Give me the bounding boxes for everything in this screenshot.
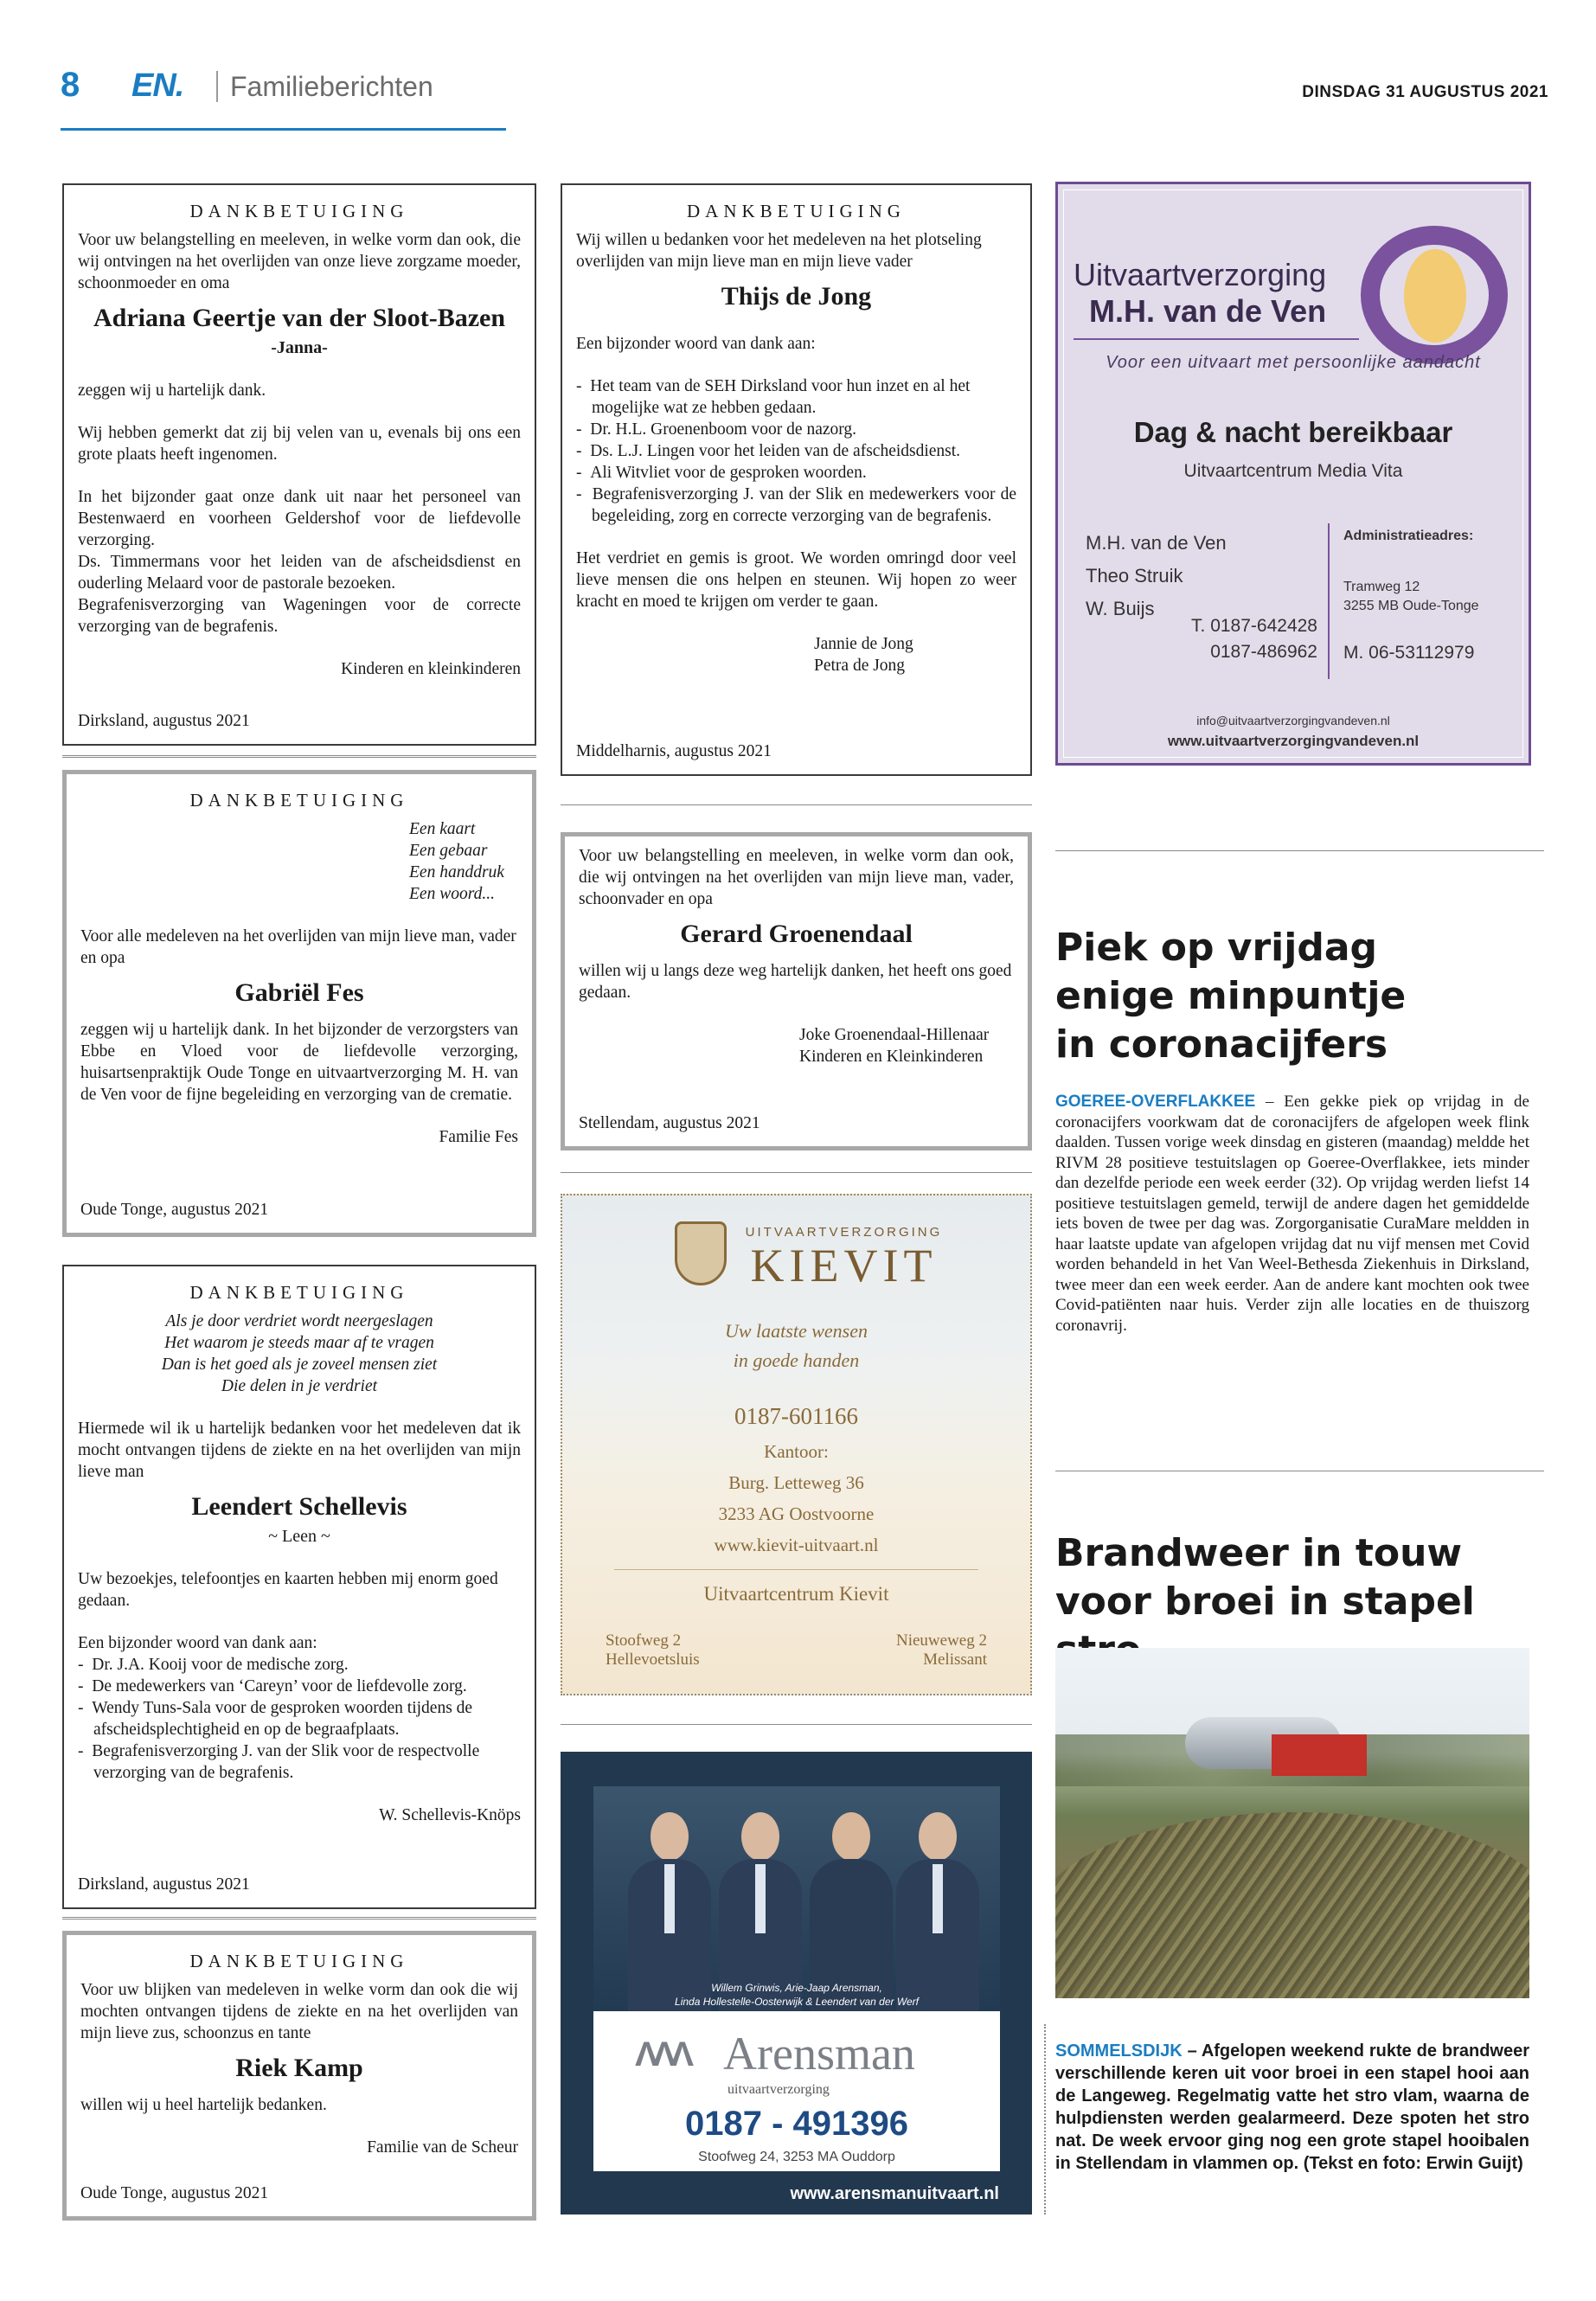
notice-poem <box>78 1311 521 1397</box>
phone-numbers <box>1144 613 1317 665</box>
article-dateline: GOEREE-OVERFLAKKEE <box>1055 1093 1256 1111</box>
kievit-centre: Uitvaartcentrum Kievit <box>703 1583 889 1605</box>
list-item: - De medewerkers van ‘Careyn’ voor de liefdevolle zorg. <box>78 1676 521 1697</box>
deceased-name: Gabriël Fes <box>234 978 364 1007</box>
phone: 0187-486962 <box>1210 642 1317 662</box>
poem-line: Een kaart <box>409 820 476 838</box>
deceased-nickname: -Janna- <box>271 338 328 357</box>
signature-line: Petra de Jong <box>814 657 906 675</box>
thanks-list <box>576 375 1016 527</box>
notice-text: Wij hebben gemerkt dat zij bij velen van u, evenals bij ons een grote plaats heeft ingenomen. <box>78 424 521 464</box>
headline-line: in coronacijfers <box>1055 1022 1388 1067</box>
notice-text: Begrafenisverzorging van Wageningen voor de correcte verzorging van de begrafenis. <box>78 596 521 636</box>
notice-intro: Voor uw blijken van medeleven in welke vorm dan ook die wij mochten ontvangen tijdens de ziekte en na het overlijden van mijn lieve zus, schoonzus en tante <box>80 1981 518 2042</box>
team-photo <box>593 1786 1000 2011</box>
staff-list <box>1086 527 1227 625</box>
list-item: - Ali Witvliet voor de gesproken woorden. <box>576 462 1016 484</box>
notice-heading: DANKBETUIGING <box>189 1951 409 1971</box>
hay-pile <box>1055 1812 1529 1998</box>
notice-lead: Een bijzonder woord van dank aan: <box>78 1634 317 1652</box>
notice-van-der-sloot <box>62 183 536 746</box>
kievit-name: KIEVIT <box>750 1240 938 1292</box>
list-item: - Dr. J.A. Kooij voor de medische zorg. <box>78 1654 521 1676</box>
notice-text: Het verdriet en gemis is groot. We worden omringd door veel lieve mensen die ons helpen en steunen. Wij hopen zo weer kracht en moed te krijgen om verder te gaan. <box>576 549 1016 611</box>
notice-place-date: Stellendam, augustus 2021 <box>579 1114 760 1132</box>
divider <box>614 1569 978 1570</box>
staff-name: M.H. van de Ven <box>1086 532 1227 554</box>
admin-city: 3255 MB Oude-Tonge <box>1343 599 1479 613</box>
poem-line: Dan is het goed als je zoveel mensen ziet <box>161 1356 438 1374</box>
headline-line: Brandweer in touw <box>1055 1531 1463 1575</box>
company-tagline: Voor een uitvaart met persoonlijke aandacht <box>1106 353 1481 372</box>
caption-line: Linda Hollestelle-Oosterwijk & Leendert van der Werf <box>675 1996 919 2008</box>
signature-line: Joke Groenendaal-Hillenaar <box>799 1026 990 1044</box>
thanks-list <box>78 1654 521 1784</box>
poem-line: Een handdruk <box>409 863 504 881</box>
notice-heading: DANKBETUIGING <box>189 201 409 221</box>
section-title: Familieberichten <box>216 71 433 102</box>
kievit-phone: 0187-601166 <box>734 1403 858 1429</box>
company-website: www.uitvaartverzorgingvandeven.nl <box>1167 733 1420 749</box>
notice-heading: DANKBETUIGING <box>189 790 409 811</box>
list-item: - Het team van de SEH Dirksland voor hun inzet en al het mogelijke wat ze hebben gedaan. <box>576 375 1016 419</box>
article-headline <box>1055 924 1540 1069</box>
phone: T. 0187-642428 <box>1191 616 1317 636</box>
company-email: info@uitvaartverzorgingvandeven.nl <box>1196 714 1390 727</box>
deceased-name: Gerard Groenendaal <box>680 920 913 948</box>
notice-place-date: Dirksland, augustus 2021 <box>78 712 250 730</box>
notice-signature: Familie Fes <box>439 1128 518 1146</box>
page-header <box>61 61 1548 112</box>
poem-line: Het waarom je steeds maar af te vragen <box>164 1334 434 1352</box>
notice-text: In het bijzonder gaat onze dank uit naar het personeel van Bestenwaerd en voorheen Geldershof voor de liefdevolle verzorging. <box>78 488 521 549</box>
separator <box>561 1172 1032 1173</box>
list-item: - Wendy Tuns-Sala voor de gesproken woorden tijdens de afscheidsplechtigheid en op de begraafplaats. <box>78 1697 521 1740</box>
arensman-sub: uitvaartverzorging <box>727 2082 830 2097</box>
article-dateline: SOMMELSDIJK <box>1055 2041 1183 2061</box>
list-item: - Begrafenisverzorging J. van der Slik en medewerkers voor de begeleiding, zorg en correcte verzorging van de begrafenis. <box>576 484 1016 527</box>
article-photo <box>1055 1648 1529 1998</box>
kievit-website: www.kievit-uitvaart.nl <box>714 1535 879 1555</box>
signature-line: Jannie de Jong <box>814 635 913 653</box>
arensman-name: Arensman <box>723 2028 915 2080</box>
article-body <box>1055 2040 1529 2175</box>
arensman-website: www.arensmanuitvaart.nl <box>790 2184 999 2203</box>
location-city: Melissant <box>923 1650 987 1669</box>
notice-signature: Kinderen en kleinkinderen <box>341 660 521 678</box>
notice-text: willen wij u heel hartelijk bedanken. <box>80 2096 327 2114</box>
deceased-nickname: ~ Leen ~ <box>268 1527 330 1546</box>
slogan-line: Uw laatste wensen <box>725 1320 868 1342</box>
headline-line: voor broei in stapel <box>1055 1580 1475 1624</box>
poem-line: Als je door verdriet wordt neergeslagen <box>165 1312 433 1330</box>
deceased-name: Leendert Schellevis <box>191 1492 407 1521</box>
notice-text: Ds. Timmermans voor het leiden van de afscheidsdienst en ouderling Melaard voor de pastorale bezoeken. <box>78 553 521 593</box>
article-text: – Een gekke piek op vrijdag in de coronacijfers voorkwam dat de coronacijfers de afgelopen week flink daalden. Tussen vorige week dinsdag en gisteren (maandag) meldde het RIVM 28 positieve testuitslagen op Goeree-Overflakkee, iets minder dan dezelfde periode een week eerder (32). Op vrijdag werden liefst 14 positieve testuitslagen gemeld, terwijl de andere dagen het gemiddelde iets boven de twee per dag was. Zorgorganisatie CuraMare meldden in haar laatste update van afgelopen vrijdag dat nu vijf mensen met Covid worden behandeld in het Van Weel-Bethesda Ziekenhuis in Dirksland, twee meer dan een week eerder. Aan de andere kant mochten ook twee Covid-patiënten naar huis. Verder zijn alle locaties en de thuiszorg coronavrij. <box>1055 1093 1529 1335</box>
staff-name: W. Buijs <box>1086 598 1155 619</box>
notice-de-jong <box>561 183 1032 776</box>
issue-date: DINSDAG 31 AUGUSTUS 2021 <box>1302 83 1548 101</box>
notice-schellevis <box>62 1265 536 1909</box>
notice-intro: Voor uw belangstelling en meeleven, in welke vorm dan ook, die wij ontvingen na het overlijden van mijn lieve man, vader, schoonvader en opa <box>579 847 1014 908</box>
slogan-line: in goede handen <box>733 1349 860 1371</box>
notice-text: Uw bezoekjes, telefoontjes en kaarten hebben mij enorm goed gedaan. <box>78 1570 498 1610</box>
deceased-name: Adriana Geertje van der Sloot-Bazen <box>93 304 506 332</box>
headline-line: enige minpuntje <box>1055 974 1407 1018</box>
notice-place-date: Dirksland, augustus 2021 <box>78 1875 250 1894</box>
header-rule <box>61 128 506 131</box>
admin-address <box>1343 578 1479 616</box>
arensman-panel <box>593 2011 1000 2171</box>
admin-label: Administratieadres: <box>1343 529 1474 543</box>
fire-truck <box>1272 1734 1367 1776</box>
notice-heading: DANKBETUIGING <box>189 1282 409 1303</box>
notice-text: zeggen wij u hartelijk dank. <box>78 381 266 400</box>
page-number: 8 <box>61 66 80 104</box>
arensman-phone: 0187 - 491396 <box>684 2105 908 2143</box>
location-street: Nieuweweg 2 <box>896 1631 987 1650</box>
newspaper-logo: EN. <box>131 67 184 104</box>
kievit-office <box>562 1436 1030 1561</box>
notice-place-date: Oude Tonge, augustus 2021 <box>80 1201 269 1219</box>
notice-signature: W. Schellevis-Knöps <box>379 1806 521 1824</box>
notice-place-date: Middelharnis, augustus 2021 <box>576 742 772 760</box>
notice-intro: Hiermede wil ik u hartelijk bedanken voor het medeleven dat ik mocht ontvangen tijdens de ziekte en na het overlijden van mijn lieve man <box>78 1420 521 1481</box>
notice-intro: Wij willen u bedanken voor het medeleven na het plotseling overlijden van mijn lieve man en mijn lieve vader <box>576 231 982 271</box>
column-divider <box>1044 2024 1046 2214</box>
arensman-advertisement <box>561 1752 1032 2214</box>
office-label: Kantoor: <box>764 1441 829 1462</box>
list-item: - Dr. H.L. Groenenboom voor de nazorg. <box>576 419 1016 440</box>
poem-line: Die delen in je verdriet <box>221 1377 378 1395</box>
notice-signature <box>814 633 1016 676</box>
notice-text: willen wij u langs deze weg hartelijk danken, het heeft ons goed gedaan. <box>579 962 1012 1002</box>
notice-poem <box>409 818 518 905</box>
separator <box>561 804 1032 805</box>
mobile-phone: M. 06-53112979 <box>1343 643 1475 663</box>
notice-signature: Familie van de Scheur <box>367 2138 518 2157</box>
notice-lead: Een bijzonder woord van dank aan: <box>576 335 816 353</box>
notice-groenendaal <box>561 832 1032 1150</box>
logo-egg-icon <box>1404 249 1466 343</box>
funeral-centre: Uitvaartcentrum Media Vita <box>1183 461 1403 481</box>
notice-fes <box>62 770 536 1237</box>
signature-line: Kinderen en Kleinkinderen <box>799 1048 984 1066</box>
separator <box>1055 850 1544 851</box>
admin-street: Tramweg 12 <box>1343 580 1420 594</box>
location-street: Stoofweg 2 <box>606 1631 682 1650</box>
location-melissant <box>896 1631 987 1670</box>
notice-heading: DANKBETUIGING <box>687 201 906 221</box>
office-city: 3233 AG Oostvoorne <box>718 1503 875 1524</box>
article-text: – Afgelopen weekend rukte de brandweer verschillende keren uit voor broei in een stapel hooi aan de Langeweg. Regelmatig vatte het stro vlam, waarna de hulpdiensten werden gealarmeerd. Deze spoten het stro nat. De week ervoor ging nog een grote stapel hooibalen in Stellendam in vlammen op. (Tekst en foto: Erwin Guijt) <box>1055 2041 1529 2173</box>
notice-place-date: Oude Tonge, augustus 2021 <box>80 2184 269 2202</box>
company-title: Uitvaartverzorging <box>1074 257 1327 292</box>
kievit-slogan <box>562 1317 1030 1375</box>
poem-line: Een woord... <box>409 885 495 903</box>
location-hellevoetsluis <box>606 1631 700 1670</box>
list-item: - Begrafenisverzorging J. van der Slik voor de respectvolle verzorging van de begrafenis. <box>78 1740 521 1784</box>
staff-name: Theo Struik <box>1086 565 1183 586</box>
notice-intro: Voor uw belangstelling en meeleven, in welke vorm dan ook, die wij ontvingen na het overlijden van onze lieve zorgzame moeder, schoonmoeder en oma <box>78 231 521 292</box>
company-name: M.H. van de Ven <box>1089 293 1327 329</box>
notice-kamp <box>62 1931 536 2221</box>
divider <box>1074 338 1359 340</box>
poem-line: Een gebaar <box>409 842 488 860</box>
arensman-logo-icon: ΛΛΛ <box>635 2035 689 2073</box>
arensman-address: Stoofweg 24, 3253 MA Ouddorp <box>698 2150 895 2164</box>
location-city: Hellevoetsluis <box>606 1650 700 1669</box>
divider <box>1328 523 1330 679</box>
article-body <box>1055 1092 1529 1336</box>
notice-intro: Voor alle medeleven na het overlijden van mijn lieve man, vader en opa <box>80 927 516 967</box>
photo-caption <box>593 1981 1000 2009</box>
separator <box>62 755 536 758</box>
deceased-name: Riek Kamp <box>235 2054 363 2082</box>
notice-signature <box>799 1024 1014 1067</box>
notice-text: zeggen wij u hartelijk dank. In het bijzonder de verzorgsters van Ebbe en Vloed voor de liefdevolle verzorging, huisartsenpraktijk Oude Tonge en uitvaartverzorging M. H. van de Ven voor de fijne begeleiding en verzorging van de crematie. <box>80 1021 518 1104</box>
caption-line: Willem Grinwis, Arie-Jaap Arensman, <box>711 1982 882 1994</box>
van-de-ven-advertisement <box>1055 182 1531 766</box>
kievit-advertisement <box>561 1194 1032 1695</box>
kievit-subtitle: UITVAARTVERZORGING <box>745 1225 943 1240</box>
list-item: - Ds. L.J. Lingen voor het leiden van de afscheidsdienst. <box>576 440 1016 462</box>
separator <box>561 1724 1032 1725</box>
office-street: Burg. Letteweg 36 <box>728 1472 864 1493</box>
availability: Dag & nacht bereikbaar <box>1133 416 1453 448</box>
headline-line: Piek op vrijdag <box>1055 926 1378 970</box>
separator <box>62 1917 536 1920</box>
deceased-name: Thijs de Jong <box>721 282 872 311</box>
